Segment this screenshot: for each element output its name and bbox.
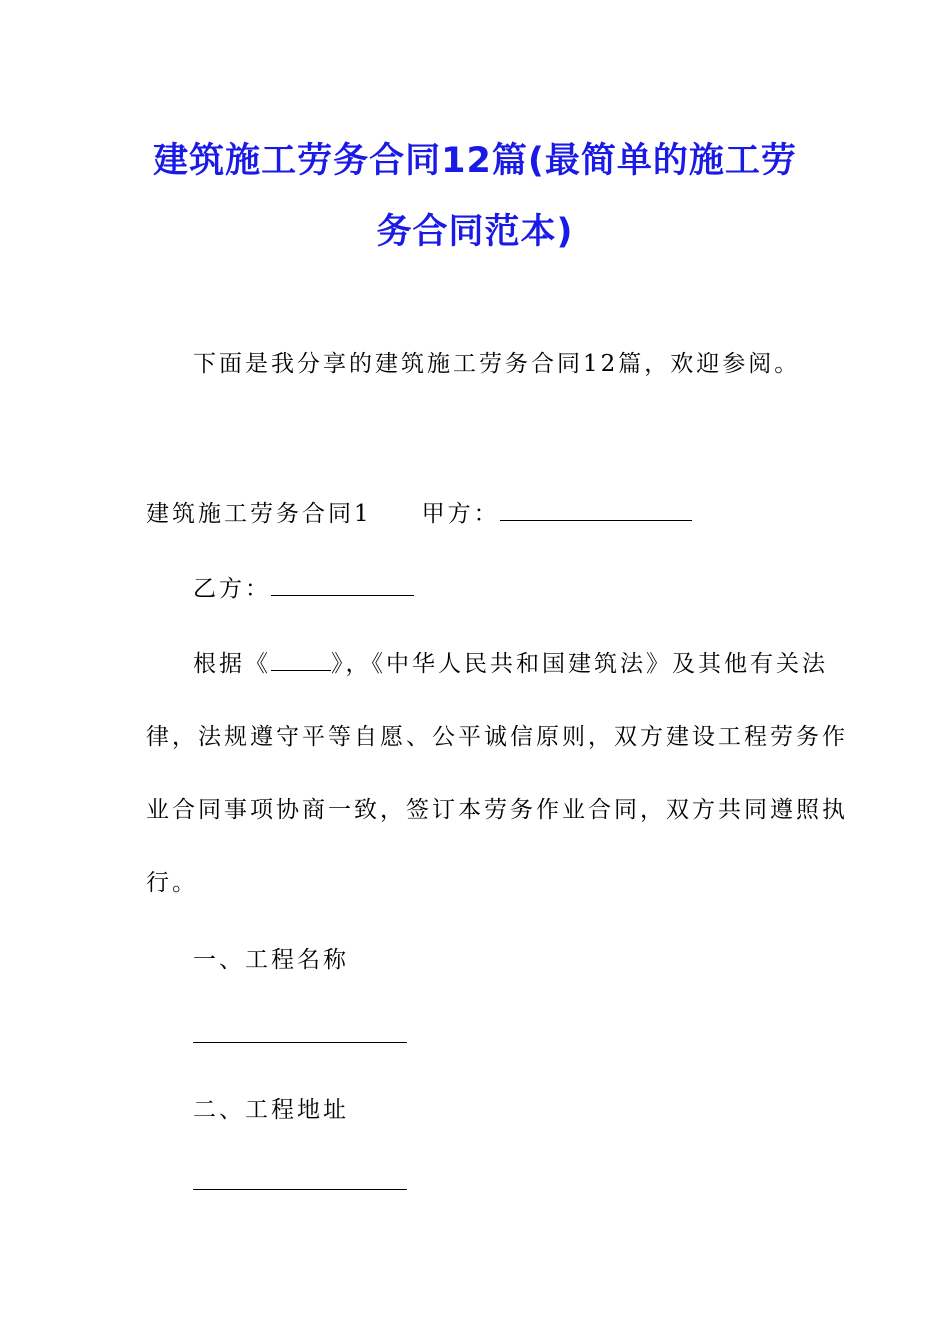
project-name-blank[interactable]	[193, 1042, 407, 1043]
contract-heading: 建筑施工劳务合同1	[146, 501, 372, 527]
project-address-blank[interactable]	[193, 1189, 407, 1190]
paragraph-1-text-b: 》，《中华人民共和国建筑法》及其他有关法	[331, 651, 828, 677]
party-b-blank[interactable]	[271, 575, 414, 596]
paragraph-1-line-3: 业合同事项协商一致，签订本劳务作业合同，双方共同遵照执	[146, 797, 848, 823]
party-b-line	[193, 570, 414, 603]
law-name-blank[interactable]	[271, 650, 331, 671]
party-a-line	[146, 495, 692, 528]
intro-paragraph: 下面是我分享的建筑施工劳务合同12篇，欢迎参阅。	[193, 351, 801, 377]
paragraph-1-line-2: 律，法规遵守平等自愿、公平诚信原则，双方建设工程劳务作	[146, 724, 848, 750]
party-a-blank[interactable]	[500, 500, 692, 521]
document-title-line-2: 务合同范本)	[376, 212, 574, 252]
paragraph-1-text-a: 根据《	[193, 651, 271, 677]
section-2-heading: 二、工程地址	[193, 1097, 349, 1123]
document-title-line-1: 建筑施工劳务合同12篇(最简单的施工劳	[153, 141, 797, 181]
paragraph-1-line-1	[193, 645, 828, 678]
party-b-label: 乙方：	[193, 576, 271, 602]
party-a-label: 甲方：	[421, 501, 500, 527]
section-1-heading: 一、工程名称	[193, 947, 349, 973]
paragraph-1-line-4: 行。	[146, 870, 198, 896]
